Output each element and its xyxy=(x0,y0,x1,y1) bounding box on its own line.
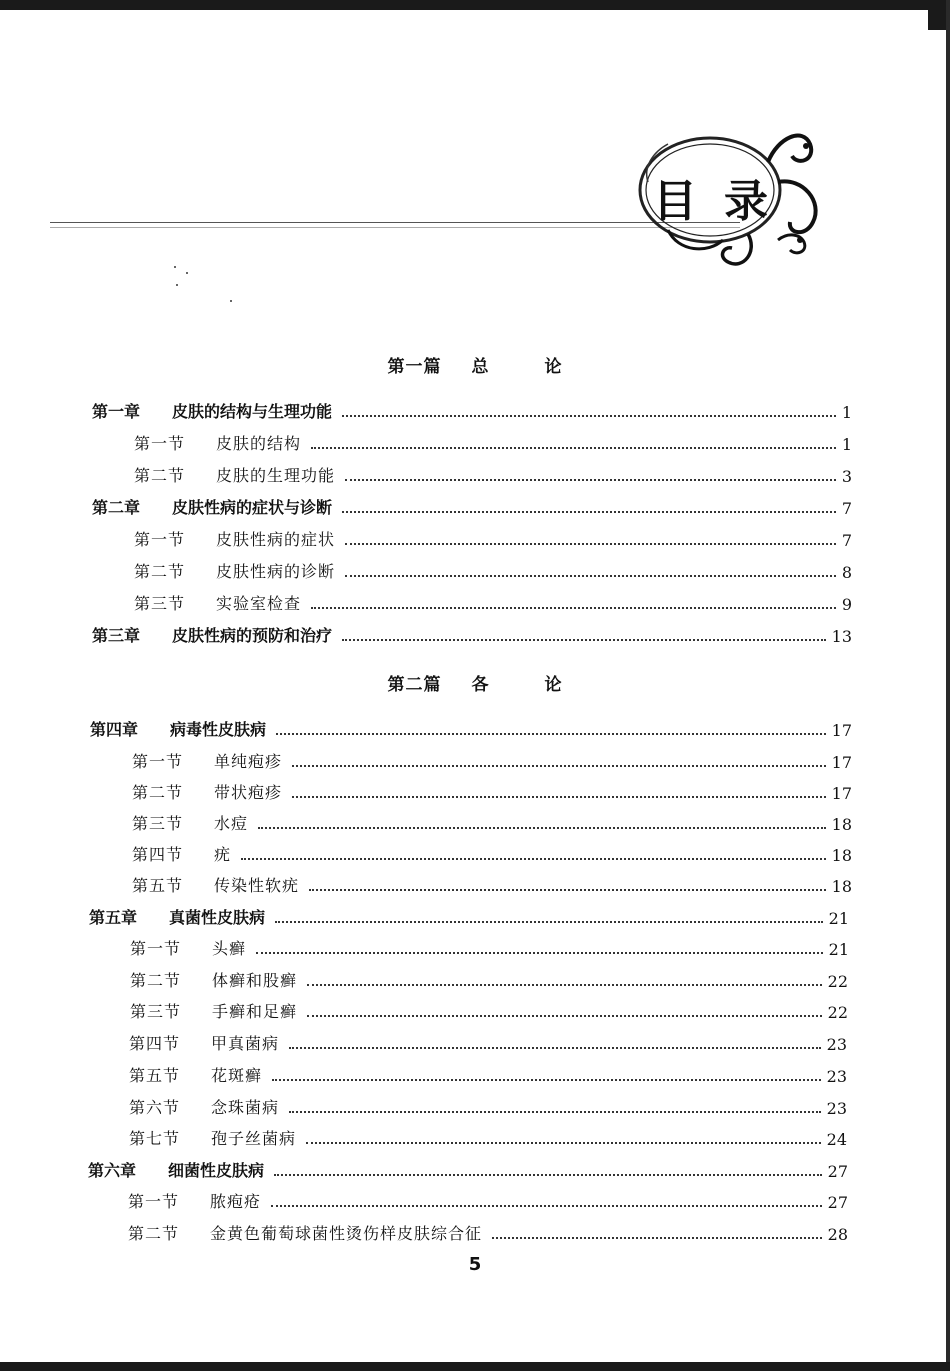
page-ref: 17 xyxy=(831,721,852,740)
leader-dots xyxy=(289,1111,821,1113)
section-title: 疣 xyxy=(214,845,232,864)
section-number: 第三节 xyxy=(130,1002,182,1021)
toc-entry-section[interactable] xyxy=(134,526,852,550)
leader-dots xyxy=(292,765,826,767)
toc-entry-section[interactable] xyxy=(134,430,852,454)
leader-dots xyxy=(307,984,822,986)
leader-dots xyxy=(309,889,826,891)
chapter-number: 第四章 xyxy=(90,720,139,739)
page-ref: 21 xyxy=(828,940,849,959)
page-ref: 8 xyxy=(841,563,852,582)
leader-dots xyxy=(271,1205,822,1207)
toc-entry-section[interactable] xyxy=(134,462,852,486)
section-title: 手癣和足癣 xyxy=(212,1002,298,1021)
page-ref: 18 xyxy=(831,877,852,896)
section-number: 第一节 xyxy=(132,752,184,771)
section-number: 第七节 xyxy=(129,1129,181,1148)
part-title-2 xyxy=(0,670,950,695)
page-ref: 18 xyxy=(831,846,852,865)
section-number: 第四节 xyxy=(129,1034,181,1053)
toc-entry-section[interactable] xyxy=(129,1125,847,1149)
leader-dots xyxy=(274,1174,822,1176)
part-title-1-word-b: 论 xyxy=(544,357,563,377)
page-ref: 3 xyxy=(841,467,852,486)
leader-dots xyxy=(492,1237,822,1239)
section-number: 第二节 xyxy=(132,783,184,802)
leader-dots xyxy=(275,921,823,923)
toc-title-char-mu: 目 xyxy=(653,176,697,227)
page-ref: 13 xyxy=(831,627,852,646)
toc-entry-section[interactable] xyxy=(134,558,852,582)
section-title: 孢子丝菌病 xyxy=(211,1129,297,1148)
page-ref: 23 xyxy=(826,1067,847,1086)
section-number: 第六节 xyxy=(129,1098,181,1117)
chapter-title: 细菌性皮肤病 xyxy=(168,1161,265,1180)
page-ref: 27 xyxy=(827,1162,848,1181)
leader-dots xyxy=(292,796,826,798)
toc-entry-chapter[interactable] xyxy=(88,1157,848,1181)
toc-entry-section[interactable] xyxy=(132,872,852,896)
leader-dots xyxy=(256,952,823,954)
toc-entry-section[interactable] xyxy=(130,998,848,1022)
toc-entry-section[interactable] xyxy=(128,1220,848,1244)
toc-entry-section[interactable] xyxy=(132,810,852,834)
toc-entry-chapter[interactable] xyxy=(90,716,852,740)
section-number: 第四节 xyxy=(132,845,184,864)
leader-dots xyxy=(311,447,836,449)
section-number: 第二节 xyxy=(134,562,186,581)
chapter-number: 第五章 xyxy=(89,908,138,927)
chapter-number: 第三章 xyxy=(92,626,141,645)
toc-entry-chapter[interactable] xyxy=(89,904,849,928)
page-ref: 9 xyxy=(841,595,852,614)
leader-dots xyxy=(307,1015,822,1017)
page-number: 5 xyxy=(468,1254,482,1275)
toc-entry-section[interactable] xyxy=(132,779,852,803)
leader-dots xyxy=(258,827,826,829)
part-title-1-word-a: 总 xyxy=(471,357,490,377)
section-title: 单纯疱疹 xyxy=(214,752,283,771)
page-ref: 18 xyxy=(831,815,852,834)
leader-dots xyxy=(345,575,836,577)
section-title: 皮肤的生理功能 xyxy=(216,466,336,485)
chapter-number: 第一章 xyxy=(92,402,141,421)
chapter-title: 皮肤性病的症状与诊断 xyxy=(172,498,333,517)
page-ref: 23 xyxy=(826,1099,847,1118)
toc-entry-section[interactable] xyxy=(129,1030,847,1054)
page-ref: 23 xyxy=(826,1035,847,1054)
part-title-1 xyxy=(0,352,950,377)
toc-title-char-lu: 录 xyxy=(724,176,768,227)
scan-speck xyxy=(176,284,178,286)
toc-entry-chapter[interactable] xyxy=(92,622,852,646)
toc-entry-section[interactable] xyxy=(130,967,848,991)
section-number: 第二节 xyxy=(134,466,186,485)
leader-dots xyxy=(289,1047,821,1049)
section-title: 脓疱疮 xyxy=(210,1192,262,1211)
section-number: 第一节 xyxy=(130,939,182,958)
toc-entry-section[interactable] xyxy=(129,1094,847,1118)
leader-dots xyxy=(311,607,836,609)
scan-speck xyxy=(230,300,232,302)
toc-entry-section[interactable] xyxy=(132,748,852,772)
section-title: 传染性软疣 xyxy=(214,876,300,895)
chapter-title: 病毒性皮肤病 xyxy=(170,720,267,739)
section-title: 甲真菌病 xyxy=(211,1034,280,1053)
page-ref: 17 xyxy=(831,753,852,772)
toc-entry-section[interactable] xyxy=(128,1188,848,1212)
scan-speck xyxy=(174,266,176,268)
chapter-title: 皮肤的结构与生理功能 xyxy=(172,402,333,421)
toc-entry-chapter[interactable] xyxy=(92,398,852,422)
page-ref: 21 xyxy=(828,909,849,928)
section-number: 第二节 xyxy=(128,1224,180,1243)
leader-dots xyxy=(241,858,826,860)
page-ref: 7 xyxy=(841,531,852,550)
scan-border-bottom xyxy=(0,1362,950,1371)
part-title-2-word-a: 各 xyxy=(471,675,490,695)
part-title-1-label: 第一篇 xyxy=(387,357,442,377)
section-title: 头癣 xyxy=(212,939,247,958)
leader-dots xyxy=(345,479,836,481)
section-title: 金黄色葡萄球菌性烫伤样皮肤综合征 xyxy=(210,1224,483,1243)
toc-entry-section[interactable] xyxy=(134,590,852,614)
section-title: 念珠菌病 xyxy=(211,1098,280,1117)
page-ref: 27 xyxy=(827,1193,848,1212)
chapter-title: 皮肤性病的预防和治疗 xyxy=(172,626,333,645)
page-ref: 22 xyxy=(827,1003,848,1022)
chapter-title: 真菌性皮肤病 xyxy=(169,908,266,927)
toc-entry-section[interactable] xyxy=(130,935,849,959)
section-number: 第三节 xyxy=(134,594,186,613)
leader-dots xyxy=(342,639,826,641)
toc-entry-section[interactable] xyxy=(129,1062,847,1086)
section-title: 皮肤性病的症状 xyxy=(216,530,336,549)
section-number: 第二节 xyxy=(130,971,182,990)
section-title: 皮肤性病的诊断 xyxy=(216,562,336,581)
section-title: 体癣和股癣 xyxy=(212,971,298,990)
chapter-number: 第二章 xyxy=(92,498,141,517)
page-ref: 1 xyxy=(841,403,852,422)
leader-dots xyxy=(276,733,826,735)
section-number: 第三节 xyxy=(132,814,184,833)
part-title-2-label: 第二篇 xyxy=(387,675,442,695)
part-title-2-word-b: 论 xyxy=(544,675,563,695)
leader-dots xyxy=(342,511,836,513)
section-title: 实验室检查 xyxy=(216,594,302,613)
section-title: 皮肤的结构 xyxy=(216,434,302,453)
toc-entry-section[interactable] xyxy=(132,841,852,865)
section-number: 第一节 xyxy=(134,434,186,453)
leader-dots xyxy=(306,1142,821,1144)
scan-speck xyxy=(186,272,188,274)
section-number: 第一节 xyxy=(128,1192,180,1211)
leader-dots xyxy=(272,1079,821,1081)
section-number: 第一节 xyxy=(134,530,186,549)
section-title: 花斑癣 xyxy=(211,1066,263,1085)
leader-dots xyxy=(342,415,836,417)
page-ref: 17 xyxy=(831,784,852,803)
section-title: 水痘 xyxy=(214,814,249,833)
toc-entry-chapter[interactable] xyxy=(92,494,852,518)
section-number: 第五节 xyxy=(132,876,184,895)
section-number: 第五节 xyxy=(129,1066,181,1085)
leader-dots xyxy=(345,543,836,545)
page-ref: 22 xyxy=(827,972,848,991)
page-ref: 7 xyxy=(841,499,852,518)
chapter-number: 第六章 xyxy=(88,1161,137,1180)
page-ref: 1 xyxy=(841,435,852,454)
page-ref: 24 xyxy=(826,1130,847,1149)
page-ref: 28 xyxy=(827,1225,848,1244)
scan-border-top xyxy=(0,0,950,10)
section-title: 带状疱疹 xyxy=(214,783,283,802)
